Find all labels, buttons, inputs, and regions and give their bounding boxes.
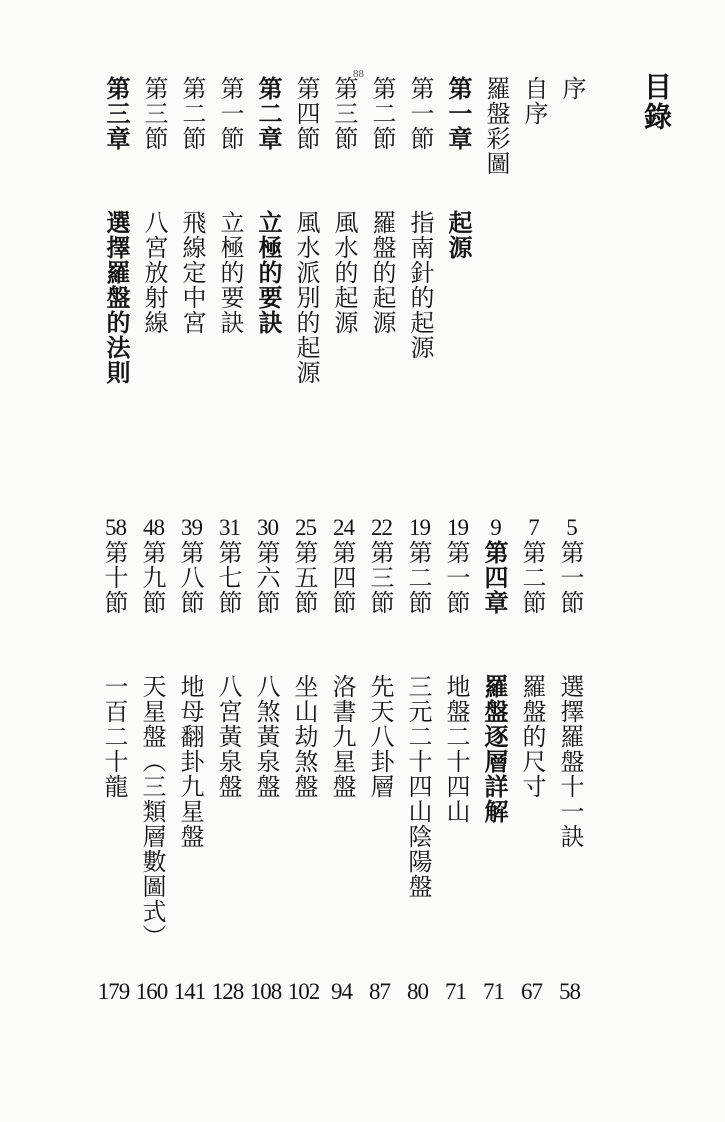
toc-entry — [212, 540, 243, 1005]
toc-page-number: 102 — [287, 979, 320, 1004]
toc-entry — [480, 76, 511, 541]
toc-entry — [326, 540, 357, 1005]
toc-entry — [138, 76, 169, 541]
toc-section-title: 立極的要訣 — [216, 210, 244, 335]
toc-page-number: 24 — [333, 515, 354, 540]
toc-section-label: 第一節 — [442, 540, 470, 615]
toc-entry-text — [480, 76, 511, 176]
toc-section-label: 第一章 — [444, 76, 472, 151]
toc-entry-text — [554, 540, 585, 615]
toc-entry — [556, 76, 587, 541]
toc-page-number: 67 — [521, 979, 542, 1004]
toc-section-label: 第八節 — [176, 540, 204, 615]
toc-section-label: 第一節 — [406, 76, 434, 151]
scan-mark: 88 — [353, 68, 364, 80]
toc-page-number: 19 — [447, 515, 468, 540]
toc-section-title: 洛書九星盤 — [328, 674, 356, 799]
toc-entry-text — [138, 76, 169, 151]
toc-entry-text — [364, 540, 395, 615]
toc-entry — [404, 76, 435, 541]
toc-bottom-half — [98, 540, 585, 1005]
toc-entry — [176, 76, 207, 541]
toc-entry-text — [290, 76, 321, 151]
toc-page-number: 9 — [490, 515, 501, 540]
toc-section-title: 飛線定中宮 — [178, 210, 206, 335]
toc-page-number: 7 — [528, 515, 539, 540]
toc-section-label: 第四節 — [292, 76, 320, 151]
toc-section-label: 第三節 — [330, 76, 358, 151]
toc-entry — [214, 76, 245, 541]
toc-entry — [98, 540, 129, 1005]
toc-section-title: 羅盤的起源 — [368, 210, 396, 335]
toc-section-label: 第二節 — [178, 76, 206, 151]
toc-top-half — [100, 76, 587, 541]
toc-entry-text — [326, 540, 357, 615]
toc-entry — [250, 540, 281, 1005]
toc-section-label: 第十節 — [100, 540, 128, 615]
toc-page-number: 25 — [295, 515, 316, 540]
toc-section-title: 八宮放射線 — [140, 210, 168, 335]
toc-entry-text — [366, 76, 397, 151]
toc-entry-text — [478, 540, 509, 615]
toc-entry-text — [252, 76, 283, 151]
toc-page-number: 128 — [211, 979, 244, 1004]
toc-section-title: 選擇羅盤的法則 — [102, 210, 130, 385]
toc-page-number: 58 — [559, 979, 580, 1004]
toc-section-title: 風水派別的起源 — [292, 210, 320, 385]
toc-section-title: 立極的要訣 — [254, 210, 282, 335]
toc-section-title: 羅盤的尺寸 — [518, 674, 546, 799]
toc-page-number: 80 — [407, 979, 428, 1004]
toc-section-label: 第三章 — [102, 76, 130, 151]
toc-entry — [516, 540, 547, 1005]
toc-section-label: 第一節 — [556, 540, 584, 615]
toc-entry-text — [136, 540, 167, 615]
toc-page-number: 22 — [371, 515, 392, 540]
toc-entry-text — [214, 76, 245, 151]
toc-section-title: 八煞黃泉盤 — [252, 674, 280, 799]
toc-section-label: 第四章 — [480, 540, 508, 615]
toc-entry — [290, 76, 321, 541]
toc-entry-text — [518, 76, 549, 126]
toc-entry-text — [174, 540, 205, 615]
toc-section-label: 第七節 — [214, 540, 242, 615]
toc-entry-text — [98, 540, 129, 615]
toc-entry — [554, 540, 585, 1005]
page-title: 目錄 — [640, 72, 673, 132]
toc-section-label: 第一節 — [216, 76, 244, 151]
toc-section-title: 選擇羅盤十一訣 — [556, 674, 584, 849]
toc-entry — [100, 76, 131, 541]
toc-entry-text — [212, 540, 243, 615]
toc-page-number: 141 — [173, 979, 206, 1004]
toc-section-title: 先天八卦層 — [366, 674, 394, 799]
toc-entry-text — [250, 540, 281, 615]
toc-section-label: 第二章 — [254, 76, 282, 151]
toc-entry — [366, 76, 397, 541]
toc-section-label: 第二節 — [368, 76, 396, 151]
toc-section-title: 坐山劫煞盤 — [290, 674, 318, 799]
toc-entry — [402, 540, 433, 1005]
toc-entry — [518, 76, 549, 541]
toc-section-label: 第四節 — [328, 540, 356, 615]
toc-entry-text — [404, 76, 435, 151]
toc-section-title: 天星盤（三類層數圖式） — [138, 674, 166, 949]
toc-section-title: 風水的起源 — [330, 210, 358, 335]
toc-entry-text — [328, 76, 359, 151]
toc-entry-text — [402, 540, 433, 615]
toc-entry-text — [556, 76, 587, 101]
toc-section-title: 三元二十四山陰陽盤 — [404, 674, 432, 899]
toc-page-number: 39 — [181, 515, 202, 540]
toc-entry-text — [288, 540, 319, 615]
toc-section-title: 地母翻卦九星盤 — [176, 674, 204, 849]
toc-section-label: 第三節 — [140, 76, 168, 151]
toc-page-number: 179 — [97, 979, 130, 1004]
toc-entry — [364, 540, 395, 1005]
toc-page-number: 108 — [249, 979, 282, 1004]
toc-section-label: 自序 — [520, 76, 548, 126]
toc-page-number: 19 — [409, 515, 430, 540]
toc-section-label: 序 — [558, 76, 586, 101]
toc-entry-text — [442, 76, 473, 151]
toc-page-number: 5 — [566, 515, 577, 540]
toc-section-label: 第九節 — [138, 540, 166, 615]
toc-section-title: 地盤二十四山 — [442, 674, 470, 824]
toc-page-number: 87 — [369, 979, 390, 1004]
toc-entry — [252, 76, 283, 541]
toc-section-title: 一百二十龍 — [100, 674, 128, 799]
toc-section-label: 第六節 — [252, 540, 280, 615]
toc-page-number: 30 — [257, 515, 278, 540]
toc-entry — [328, 76, 359, 541]
toc-page-number: 58 — [105, 515, 126, 540]
toc-entry-text — [176, 76, 207, 151]
toc-section-label: 第三節 — [366, 540, 394, 615]
toc-entry — [174, 540, 205, 1005]
toc-page-number: 71 — [445, 979, 466, 1004]
toc-section-title: 八宮黃泉盤 — [214, 674, 242, 799]
toc-section-title: 指南針的起源 — [406, 210, 434, 360]
toc-page-number: 71 — [483, 979, 504, 1004]
toc-page-number: 48 — [143, 515, 164, 540]
toc-section-title: 羅盤逐層詳解 — [480, 674, 508, 824]
toc-section-title: 起源 — [444, 210, 472, 260]
toc-entry — [478, 540, 509, 1005]
toc-section-label: 第二節 — [518, 540, 546, 615]
toc-entry — [136, 540, 167, 1005]
toc-entry-text — [516, 540, 547, 615]
toc-entry — [440, 540, 471, 1005]
toc-section-label: 第五節 — [290, 540, 318, 615]
toc-entry — [288, 540, 319, 1005]
toc-page-number: 160 — [135, 979, 168, 1004]
toc-page-number: 31 — [219, 515, 240, 540]
toc-entry — [442, 76, 473, 541]
toc-section-label: 第二節 — [404, 540, 432, 615]
toc-section-label: 羅盤彩圖 — [482, 76, 510, 176]
toc-entry-text — [100, 76, 131, 151]
toc-page-number: 94 — [331, 979, 352, 1004]
toc-entry-text — [440, 540, 471, 615]
